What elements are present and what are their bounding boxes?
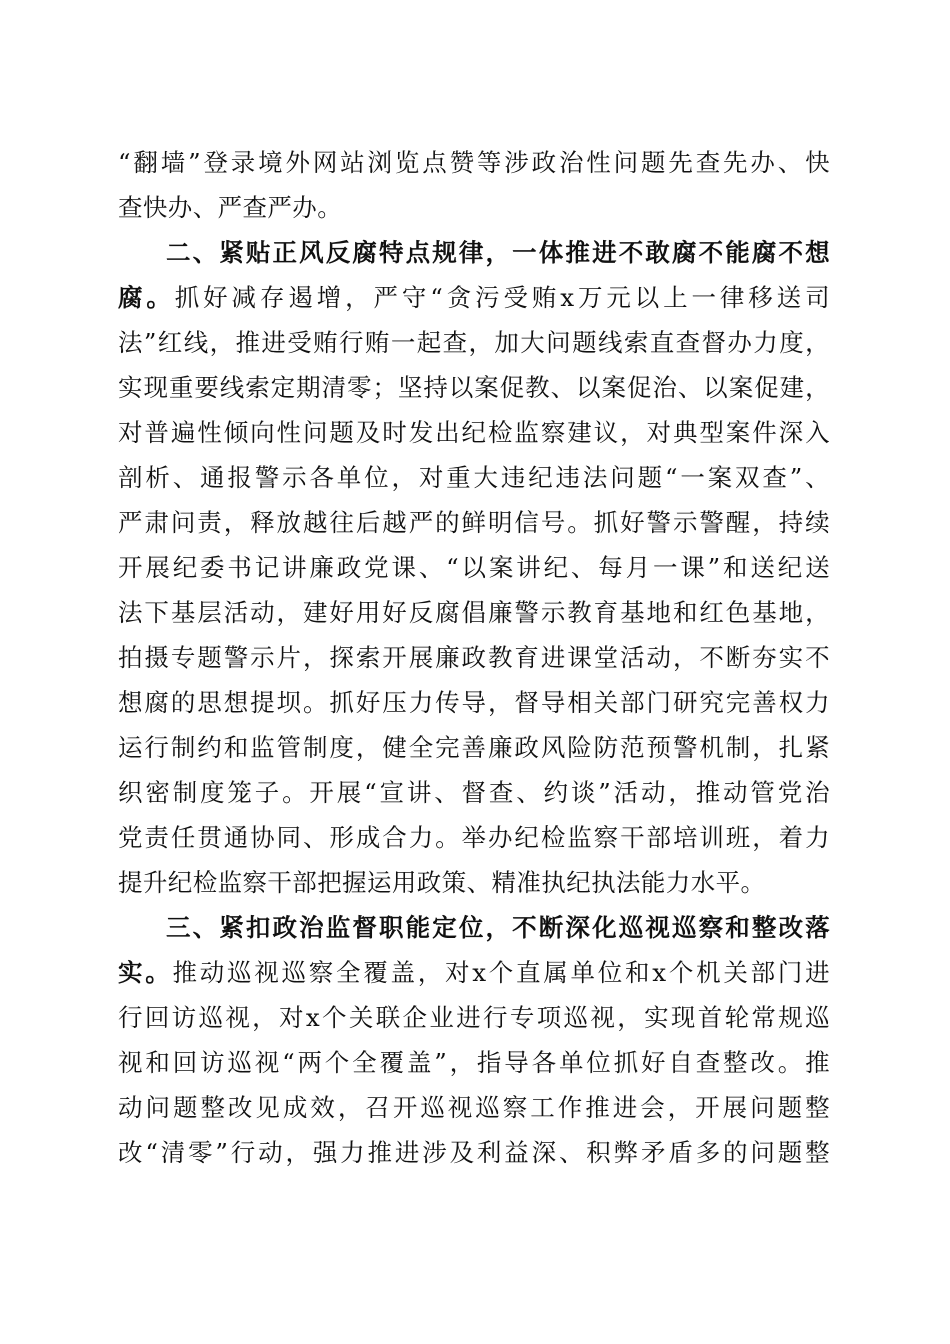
paragraph-2-line-2 [118, 278, 830, 318]
paragraph-2-heading-end: 腐。 [118, 283, 175, 312]
paragraph-2-line: 党责任贯通协同、形成合力。举办纪检监察干部培训班，着力 [118, 823, 830, 852]
paragraph-1-line-1: “翻墙”登录境外网站浏览点赞等涉政治性问题先查先办、快 [118, 148, 830, 177]
paragraph-3-heading: 三、紧扣政治监督职能定位，不断深化巡视巡察和整改落 [166, 913, 830, 942]
paragraph-2-line: 想腐的思想提坝。抓好压力传导，督导相关部门研究完善权力 [118, 688, 830, 717]
paragraph-2-line: 拍摄专题警示片，探索开展廉政教育进课堂活动，不断夯实不 [118, 643, 830, 672]
paragraph-3-line: 动问题整改见成效，召开巡视巡察工作推进会，开展问题整 [118, 1093, 830, 1122]
paragraph-1-line-2: 查快办、严查严办。 [118, 193, 343, 222]
paragraph-2-line: 对普遍性倾向性问题及时发出纪检监察建议，对典型案件深入 [118, 418, 830, 447]
paragraph-3-line-2-text: 推动巡视巡察全覆盖，对x个直属单位和x个机关部门进 [172, 958, 830, 987]
paragraph-2-line-2-text: 抓好减存遏增，严守“贪污受贿x万元以上一律移送司 [174, 283, 830, 312]
paragraph-2-line: 法下基层活动，建好用好反腐倡廉警示教育基地和红色基地， [118, 598, 830, 627]
paragraph-3-line: 改“清零”行动，强力推进涉及利益深、积弊矛盾多的问题整 [118, 1138, 830, 1167]
paragraph-3-line-2 [118, 953, 830, 993]
paragraph-3-line: 视和回访巡视“两个全覆盖”，指导各单位抓好自查整改。推 [118, 1048, 830, 1077]
paragraph-2-line: 法”红线，推进受贿行贿一起查，加大问题线索直查督办力度， [118, 328, 830, 357]
paragraph-2-line: 实现重要线索定期清零；坚持以案促教、以案促治、以案促建， [118, 373, 830, 402]
paragraph-2-line: 剖析、通报警示各单位，对重大违纪违法问题“一案双查”、 [118, 463, 830, 492]
paragraph-3-heading-end: 实。 [118, 958, 173, 987]
paragraph-2-line: 严肃问责，释放越往后越严的鲜明信号。抓好警示警醒，持续 [118, 508, 830, 537]
paragraph-2-heading: 二、紧贴正风反腐特点规律，一体推进不敢腐不能腐不想 [166, 238, 830, 267]
paragraph-3-line: 行回访巡视，对x个关联企业进行专项巡视，实现首轮常规巡 [118, 1003, 830, 1032]
paragraph-2-line: 运行制约和监管制度，健全完善廉政风险防范预警机制，扎紧 [118, 733, 830, 762]
paragraph-2-line: 织密制度笼子。开展“宣讲、督查、约谈”活动，推动管党治 [118, 778, 830, 807]
paragraph-2-line: 开展纪委书记讲廉政党课、“以案讲纪、每月一课”和送纪送 [118, 553, 830, 582]
paragraph-2-line: 提升纪检监察干部把握运用政策、精准执纪执法能力水平。 [118, 868, 766, 897]
